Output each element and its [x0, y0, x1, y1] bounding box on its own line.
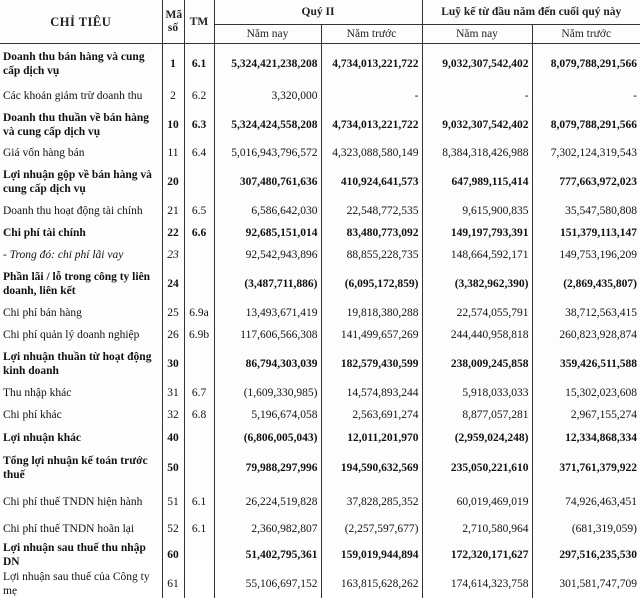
row-code: 31 [162, 382, 184, 404]
row-tm: 6.8 [184, 404, 214, 426]
col-header-name: CHỈ TIÊU [0, 0, 162, 44]
row-tm: 6.1 [184, 44, 214, 84]
header-row-1 [0, 0, 640, 25]
group-header-ytd: Luỹ kế từ đầu năm đến cuối quý này [422, 0, 640, 25]
row-ytd-last-year: 38,712,563,415 [532, 302, 640, 324]
row-tm [184, 346, 214, 382]
table-row-30 [0, 346, 640, 382]
row-name: Thu nhập khác [3, 386, 72, 399]
row-ytd-this-year: 5,918,033,033 [422, 382, 532, 404]
row-ytd-last-year: 35,547,580,808 [532, 200, 640, 222]
row-code: 25 [162, 302, 184, 324]
table-row-11 [0, 142, 640, 164]
row-quarter-last-year: 194,590,632,569 [321, 450, 422, 486]
table-row-20 [0, 164, 640, 200]
row-ytd-this-year: 8,877,057,281 [422, 404, 532, 426]
row-ytd-this-year: (2,959,024,248) [422, 426, 532, 450]
row-ytd-last-year: 149,753,196,209 [532, 244, 640, 266]
row-tm [184, 244, 214, 266]
row-name: Doanh thu hoạt động tài chính [3, 204, 143, 217]
row-code: 32 [162, 404, 184, 426]
row-ytd-this-year: 8,384,318,426,988 [422, 142, 532, 164]
row-tm: 6.2 [184, 84, 214, 108]
row-tm: 6.6 [184, 222, 214, 244]
row-quarter-last-year: 83,480,773,092 [321, 222, 422, 244]
row-code: 10 [162, 108, 184, 142]
row-tm [184, 450, 214, 486]
row-ytd-last-year: 12,334,868,334 [532, 426, 640, 450]
col-header-code-line1: Mã [165, 8, 183, 21]
row-ytd-this-year: 9,615,900,835 [422, 200, 532, 222]
row-ytd-this-year: 244,440,958,818 [422, 324, 532, 346]
row-quarter-this-year: 6,586,642,030 [214, 200, 321, 222]
row-quarter-last-year: 14,574,893,244 [321, 382, 422, 404]
row-quarter-this-year: 2,360,982,807 [214, 518, 321, 540]
table-row-50 [0, 450, 640, 486]
row-code: 11 [162, 142, 184, 164]
row-code: 20 [162, 164, 184, 200]
row-code: 51 [162, 486, 184, 518]
row-quarter-last-year: 182,579,430,599 [321, 346, 422, 382]
row-quarter-last-year: 2,563,691,274 [321, 404, 422, 426]
table-row-10 [0, 108, 640, 142]
row-name: Doanh thu thuần về bán hàng và cung cấp dịch vụ [3, 111, 150, 138]
row-ytd-this-year: 60,019,469,019 [422, 486, 532, 518]
row-tm: 6.9b [184, 324, 214, 346]
row-ytd-last-year: 301,581,747,709 [532, 570, 640, 598]
col-header-quarter-last-year: Năm trước [321, 25, 422, 44]
row-name: - Trong đó: chi phí lãi vay [3, 248, 124, 261]
row-quarter-last-year: 159,019,944,894 [321, 540, 422, 570]
row-ytd-this-year: 22,574,055,791 [422, 302, 532, 324]
row-quarter-last-year: 37,828,285,352 [321, 486, 422, 518]
row-quarter-last-year: 88,855,228,735 [321, 244, 422, 266]
table-row-21 [0, 200, 640, 222]
row-name: Lợi nhuận sau thuế của Công ty mẹ [3, 570, 150, 597]
row-ytd-last-year: 359,426,511,588 [532, 346, 640, 382]
row-tm: 6.7 [184, 382, 214, 404]
row-code: 30 [162, 346, 184, 382]
row-quarter-this-year: 5,324,421,238,208 [214, 44, 321, 84]
group-header-quarter: Quý II [214, 0, 422, 25]
table-row-24 [0, 266, 640, 302]
row-quarter-this-year: 92,685,151,014 [214, 222, 321, 244]
row-quarter-this-year: 13,493,671,419 [214, 302, 321, 324]
row-ytd-last-year: - [532, 84, 640, 108]
row-tm [184, 570, 214, 598]
row-quarter-last-year: 4,734,013,221,722 [321, 108, 422, 142]
table-row-23 [0, 244, 640, 266]
row-quarter-this-year: 79,988,297,996 [214, 450, 321, 486]
col-header-ytd-this-year: Năm nay [422, 25, 532, 44]
table-row-51 [0, 486, 640, 518]
row-code: 40 [162, 426, 184, 450]
row-code: 60 [162, 540, 184, 570]
row-code: 24 [162, 266, 184, 302]
table-row-40 [0, 426, 640, 450]
row-name: Chi phí khác [3, 408, 62, 421]
row-quarter-this-year: 307,480,761,636 [214, 164, 321, 200]
row-quarter-last-year: 4,734,013,221,722 [321, 44, 422, 84]
row-ytd-this-year: 149,197,793,391 [422, 222, 532, 244]
table-row-32 [0, 404, 640, 426]
row-quarter-last-year: 19,818,380,288 [321, 302, 422, 324]
row-quarter-this-year: 26,224,519,828 [214, 486, 321, 518]
row-tm: 6.1 [184, 518, 214, 540]
row-name: Phần lãi / lỗ trong công ty liên doanh, liên kết [3, 270, 151, 297]
row-quarter-last-year: (6,095,172,859) [321, 266, 422, 302]
row-name: Chi phí tài chính [3, 226, 86, 239]
row-code: 21 [162, 200, 184, 222]
row-quarter-this-year: (1,609,330,985) [214, 382, 321, 404]
row-quarter-last-year: 410,924,641,573 [321, 164, 422, 200]
table-row-1 [0, 44, 640, 84]
row-ytd-this-year: 172,320,171,627 [422, 540, 532, 570]
table-row-52 [0, 518, 640, 540]
row-ytd-this-year: 9,032,307,542,402 [422, 44, 532, 84]
row-tm [184, 164, 214, 200]
row-ytd-this-year: 148,664,592,171 [422, 244, 532, 266]
row-ytd-this-year: - [422, 84, 532, 108]
col-header-quarter-this-year: Năm nay [214, 25, 321, 44]
col-header-tm: TM [184, 0, 214, 44]
row-ytd-last-year: 8,079,788,291,566 [532, 44, 640, 84]
row-ytd-last-year: (2,869,435,807) [532, 266, 640, 302]
row-ytd-last-year: 2,967,155,274 [532, 404, 640, 426]
table-row-26 [0, 324, 640, 346]
row-quarter-last-year: (2,257,597,677) [321, 518, 422, 540]
table-row-60 [0, 540, 640, 570]
row-quarter-this-year: 55,106,697,152 [214, 570, 321, 598]
row-quarter-this-year: 86,794,303,039 [214, 346, 321, 382]
row-tm: 6.3 [184, 108, 214, 142]
row-quarter-this-year: 3,320,000 [214, 84, 321, 108]
row-name: Chi phí thuế TNDN hiện hành [3, 495, 143, 508]
row-tm: 6.1 [184, 486, 214, 518]
row-quarter-last-year: - [321, 84, 422, 108]
row-quarter-last-year: 22,548,772,535 [321, 200, 422, 222]
row-ytd-last-year: 74,926,463,451 [532, 486, 640, 518]
row-quarter-this-year: 5,016,943,796,572 [214, 142, 321, 164]
row-tm [184, 540, 214, 570]
table-body [0, 44, 640, 598]
row-quarter-last-year: 163,815,628,262 [321, 570, 422, 598]
row-ytd-last-year: 371,761,379,922 [532, 450, 640, 486]
row-tm: 6.9a [184, 302, 214, 324]
row-tm [184, 266, 214, 302]
row-code: 52 [162, 518, 184, 540]
row-ytd-last-year: 297,516,235,530 [532, 540, 640, 570]
row-code: 23 [162, 244, 184, 266]
row-quarter-this-year: 51,402,795,361 [214, 540, 321, 570]
row-name: Tổng lợi nhuận kế toán trước thuế [3, 454, 148, 481]
row-quarter-this-year: 5,196,674,058 [214, 404, 321, 426]
row-ytd-this-year: (3,382,962,390) [422, 266, 532, 302]
row-ytd-this-year: 238,009,245,858 [422, 346, 532, 382]
row-quarter-this-year: 92,542,943,896 [214, 244, 321, 266]
row-tm: 6.5 [184, 200, 214, 222]
row-tm: 6.4 [184, 142, 214, 164]
row-ytd-last-year: 15,302,023,608 [532, 382, 640, 404]
table-row-2 [0, 84, 640, 108]
row-name: Lợi nhuận sau thuế thu nhập DN [3, 541, 146, 568]
row-code: 2 [162, 84, 184, 108]
row-name: Chi phí quản lý doanh nghiệp [3, 328, 140, 341]
row-ytd-last-year: 7,302,124,319,543 [532, 142, 640, 164]
row-ytd-this-year: 235,050,221,610 [422, 450, 532, 486]
row-ytd-this-year: 174,614,323,758 [422, 570, 532, 598]
row-name: Lợi nhuận thuần từ hoạt động kinh doanh [3, 350, 152, 377]
row-code: 61 [162, 570, 184, 598]
table-row-31 [0, 382, 640, 404]
row-tm [184, 426, 214, 450]
row-name: Giá vốn hàng bán [3, 146, 85, 159]
row-quarter-this-year: (6,806,005,043) [214, 426, 321, 450]
col-header-code-line2: số [167, 21, 179, 34]
table-row-25 [0, 302, 640, 324]
row-ytd-last-year: 8,079,788,291,566 [532, 108, 640, 142]
row-name: Chi phí bán hàng [3, 306, 82, 319]
row-name: Doanh thu bán hàng và cung cấp dịch vụ [3, 50, 145, 77]
row-ytd-this-year: 647,989,115,414 [422, 164, 532, 200]
row-ytd-last-year: 260,823,928,874 [532, 324, 640, 346]
row-quarter-this-year: 5,324,424,558,208 [214, 108, 321, 142]
row-name: Chi phí thuế TNDN hoãn lại [3, 522, 135, 535]
row-ytd-this-year: 2,710,580,964 [422, 518, 532, 540]
row-ytd-last-year: 777,663,972,023 [532, 164, 640, 200]
row-code: 50 [162, 450, 184, 486]
row-quarter-this-year: (3,487,711,886) [214, 266, 321, 302]
row-code: 1 [162, 44, 184, 84]
row-quarter-last-year: 12,011,201,970 [321, 426, 422, 450]
col-header-ytd-last-year: Năm trước [532, 25, 640, 44]
row-quarter-last-year: 141,499,657,269 [321, 324, 422, 346]
col-header-code [162, 0, 184, 44]
row-ytd-this-year: 9,032,307,542,402 [422, 108, 532, 142]
table-row-61 [0, 570, 640, 598]
row-quarter-this-year: 117,606,566,308 [214, 324, 321, 346]
row-quarter-last-year: 4,323,088,580,149 [321, 142, 422, 164]
row-code: 26 [162, 324, 184, 346]
row-ytd-last-year: 151,379,113,147 [532, 222, 640, 244]
row-name: Lợi nhuận gộp về bán hàng và cung cấp dịch vụ [3, 168, 152, 195]
row-name: Các khoản giảm trừ doanh thu [3, 89, 143, 102]
row-code: 22 [162, 222, 184, 244]
row-name: Lợi nhuận khác [3, 431, 81, 444]
table-row-22 [0, 222, 640, 244]
row-ytd-last-year: (681,319,059) [532, 518, 640, 540]
